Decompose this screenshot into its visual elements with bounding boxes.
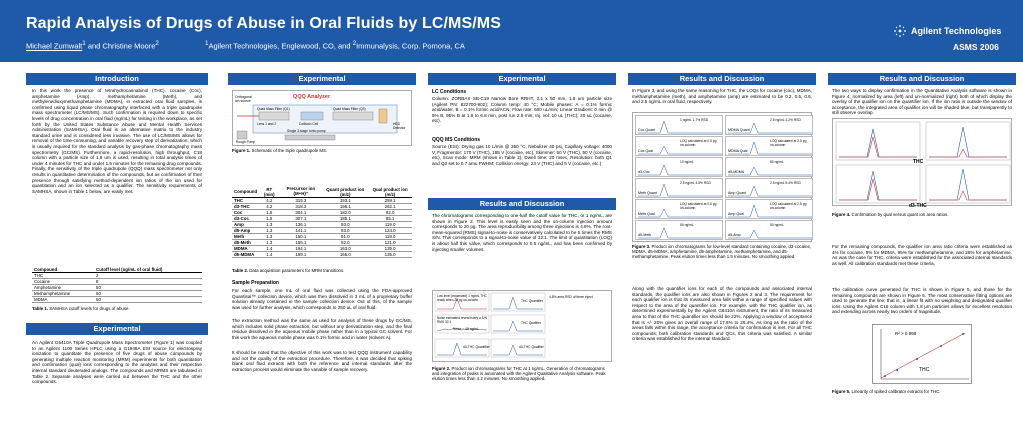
figure-4-caption: [832, 212, 1012, 217]
table-cell: 50: [94, 291, 202, 297]
fig3-chromatogram: [635, 136, 723, 156]
table-cell: 1.5: [259, 216, 279, 222]
table-cell: 193.1: [322, 198, 368, 204]
fig5-linearity-plot: [873, 325, 972, 384]
table-cell: 163.0: [322, 246, 368, 252]
section-results-2: Results and Discussion: [628, 73, 816, 85]
fig3-panel-note: 50 ng/mL: [770, 160, 784, 164]
fig1-quad1-label: Quad Mass Filter (Q1): [257, 107, 290, 111]
table-cell: 1.3: [259, 234, 279, 240]
table-1-caption: [32, 306, 202, 311]
table-cell: 185.1: [322, 216, 368, 222]
table-cell: 1.5: [259, 210, 279, 216]
figure-4: [832, 118, 1012, 209]
author-1: Michael Zumwalt: [26, 41, 83, 51]
figure-3-caption: [632, 244, 812, 260]
fig3-chromatogram: [635, 199, 723, 219]
affil-2: Immunalysis, Corp. Pomona, CA: [356, 41, 465, 51]
fig3-panel-name: MDMA Quant: [728, 128, 750, 132]
table-2-col: Precursor ion (M+H)⁺: [279, 186, 322, 198]
fig3-panel-name: Amp Qual: [728, 212, 744, 216]
section-results-3: Results and Discussion: [828, 73, 1016, 85]
caption-text: Linearity of spiked calibrator extracts for THC.: [850, 389, 941, 394]
table-cell: MDMA: [32, 297, 94, 303]
fig4-thc-label: THC: [913, 159, 924, 165]
fig2-label-g: 4.8% area RSD of three inject: [549, 295, 593, 299]
sample-prep-text-2: The extraction method was the same as used for analysis of these drugs by GC/MS, which includes solid phase extraction, but without any derivatization step, and the final residue dissolved in the aqueous mobile phase rather than in a typical GC solvent. For this work the aqueous mobile phase was 0.1% formic acid in water (solvent A).: [232, 318, 412, 340]
spark-icon: [893, 24, 907, 38]
table-cell: THC: [32, 273, 94, 279]
table-1-col: Compound: [32, 267, 94, 273]
caption-label: Table 1.: [32, 306, 49, 311]
table-2-col: Quant product ion (m/z): [322, 186, 368, 198]
table-cell: d3-Coc: [232, 216, 259, 222]
fig3-chromatogram: [635, 178, 723, 198]
table-2-col: RT (min): [259, 186, 279, 198]
results-criteria-text: For the remaining compounds, the qualifier ion area ratio criteria were established as 4% for cocaine, 9% for MDMA, 95% for methamphetamine, and 26% for amphetamine. As was the case for THC, criteria were established for the associated internal standards as well. All calibration standards met these criteria.: [832, 244, 1012, 266]
fig1-hed-label: HED Detector: [393, 122, 406, 130]
figure-5: [872, 324, 972, 384]
table-1: [32, 267, 202, 303]
results-calibration-text: The calibration curve generated for THC is shown in Figure 5, and those for the remaining compounds are shown in Figure 6. The most conservative fitting options are used to generate the line; that is, a linear fit with no weighting and designated qualifier ions. Using the Agilent C18 column with 1.8 µm particles allows for excellent resolution and extending across nearly two orders of magnitude.: [832, 287, 1012, 315]
table-cell: 318.3: [279, 204, 322, 210]
fig2-label-a: Low level (expanded) 1 ng/mL THC ready when 20 pg on-column: [437, 294, 487, 302]
fig4-d3thc-label: d3-THC: [909, 203, 927, 209]
table-cell: 91.0: [322, 234, 368, 240]
fig3-chromatogram: [725, 220, 813, 240]
sample-prep-text: For each sample, one mL of oral fluid was collected using the FDA-approved Quantisal™ collection device, which was then dissolved in 3 mL of a proprietary buffer solution already contained in the sample collection device. Out of this, of the sample was used for further analysis, which corresponds to 250 uL of oral fluid.: [232, 288, 412, 310]
table-cell: 2: [94, 273, 202, 279]
fig3-panel-note: LOQ calculated at 2.5 pg on-column: [770, 202, 807, 210]
figure-1-caption: [232, 148, 412, 153]
fig3-panel-name: d5-Amp: [728, 233, 741, 237]
table-cell: 50: [94, 285, 202, 291]
experimental-text: An Agilent G6410A Triple Quadrupole Mass Spectrometer (Figure 1) was coupled to an Agilent 1100 Series HPLC using a G1948A ESI source for electrospray ionization to quantitate the presence of five drugs of abuse compounds by generating multiple reaction monitoring (MRM) experiments for both quantitation and confirmation (qual) ions corresponding to the analytes and their respective internal standard deuterated analogs. The compounds and MRMS are tabulated in Table 2. Separate analyses were carried out between the THC and the other compounds.: [32, 340, 202, 385]
fig1-rough-label: Rough Pump: [236, 140, 256, 144]
fig3-panel-name: Amp Quant: [728, 191, 747, 195]
fig3-panel-note: LOQ calculated at 0.5 pg on-column: [680, 139, 717, 147]
table-cell: 182.0: [322, 210, 368, 216]
caption-label: Figure 4.: [832, 212, 851, 217]
table-row: [232, 252, 412, 258]
affil-sup-1: 1: [205, 40, 209, 47]
fig3-panel-note: LOQ calculated at 0.6 pg on-column: [680, 202, 717, 210]
fig3-panel-note: 1 ng/mL 1.7% RSD: [680, 118, 709, 122]
table-cell: Meth: [232, 234, 259, 240]
fig2-label-e: d3-THC Quantifier: [463, 345, 490, 349]
fig1-turbo-label: Single 3-stage turbo pump: [287, 129, 326, 133]
fig1-collision-label: Collision Cell: [299, 122, 319, 126]
caption-text: Product ion chromatograms for low-level standard containing cocaine, d3-cocaine, MDMA, d5-MDMA, amphetamine, d5-amphetamine, methamphetamine, and d5-methamphetamine. Peak elution times less than 1.5 minutes. No smoothing applied.: [632, 244, 812, 260]
fig3-chromatogram: [725, 115, 813, 135]
table-cell: 4.2: [259, 204, 279, 210]
table-cell: 135.0: [368, 252, 412, 258]
fig2-label-c: THC Quantifier: [521, 299, 543, 303]
table-2-body: [232, 198, 412, 258]
fig2-label-d: THC Qualifier: [521, 321, 541, 325]
results-qualifier-text: Along with the quantifier ions for each of the compounds and associated internal standards, the qualifier ions are also shown in Figures 2 and 3. The requirement for each qualifier ion is that its measured area falls within a range of specified values with respect to the area of the quantifier ion. For example, with the THC qualifier ion, as determined experimentally by the Agilent G6410A instrument, the ratio of its measured area to that of the THC quantifier ion should be 22%. Applying a window of acceptance that is +/- 20% gives an overall range of 17.6% to 26.4%. As long as the ratio of the areas falls within this range, the acceptance criteria for confirmation is met. For all THC compounds, both calibration standards and QCs, this criteria was satisfied. A similar criteria was established for the internal standard.: [632, 286, 812, 342]
table-cell: MDMA: [232, 246, 259, 252]
caption-text: Data acquisition parameters for MRM transitions.: [248, 268, 345, 273]
table-cell: 165.0: [322, 252, 368, 258]
author-and: and Christine Moore: [85, 41, 156, 51]
affil-sup-2: 2: [352, 40, 357, 47]
fig5-name: THC: [919, 367, 930, 373]
table-cell: 119.0: [368, 222, 412, 228]
table-cell: 307.1: [279, 216, 322, 222]
agilent-logo: [893, 24, 1001, 38]
section-introduction: Introduction: [26, 73, 208, 85]
fig5-r2: R² > 0.998: [895, 331, 917, 336]
logo-text: Agilent Technologies: [911, 26, 1002, 36]
author-1-sup: 1: [82, 40, 86, 47]
table-cell: 259.1: [368, 198, 412, 204]
fig3-chromatogram: [725, 136, 813, 156]
fig3-chromatogram: [725, 199, 813, 219]
figure-5-caption: [832, 389, 1012, 394]
caption-label: Figure 1.: [232, 148, 251, 153]
fig3-panel-name: Coc Qual: [638, 149, 653, 153]
table-cell: 1.4: [259, 246, 279, 252]
results-thc-text: The chromatograms corresponding to one-half the cutoff value for THC, or 1 ng/mL, are shown in Figure 2. This level is easily seen and the on-column injection amount corresponds to 20 pg. The area reproducibility among three injections is 4.8%. The root-mean-squared (RMS) signal-to-noise is conservatively calculated to be 5 times the RMS S/N. This corresponds to a signal-to-noise value of 32:1. The limit of quantitation (LOQ) is about half this value, which corresponds to 0.5 ng/mL, and has been confirmed by injecting smaller volumes.: [432, 213, 612, 252]
table-cell: 121.0: [368, 240, 412, 246]
table-cell: d5-MDMA: [232, 252, 259, 258]
table-cell: 4.2: [259, 198, 279, 204]
table-cell: THC: [232, 198, 259, 204]
table-cell: 304.1: [279, 210, 322, 216]
table-cell: 1.3: [259, 228, 279, 234]
caption-label: Figure 3.: [632, 244, 651, 249]
fig3-panel-name: d5-Meth: [638, 233, 652, 237]
table-cell: 194.1: [279, 246, 322, 252]
fig3-panel-note: 50 ng/mL: [770, 223, 784, 227]
fig1-ortho-label: Orthogonal ion source: [235, 95, 252, 103]
results-loq-text: In Figure 3, and using the same reasoning for THC, the LOQs for cocaine (coc), MDMA, methamphetamine (meth), and amphetamine (amp) are estimated to be 0.2, 0.5, 0.6, and 2.5 ng/mL in oral fluid, respectively.: [632, 88, 812, 105]
sample-prep-text-3: It should be noted that the objective of this work was to test QQQ instrument capability and not the quality of the extraction procedure. Therefore, it was decided that spiking blank oral fluid extracts with both the reference and internal standards after the extraction process would eliminate the variable of sample recovery.: [232, 350, 412, 372]
qqq-conditions-text: Source (ESI): Drying gas 10 L/min @ 350 °C, Nebulizer 40 psi, Capillary voltage: 4000 V, Fragmentor: 170 V (THC), 185 V (cocaine, etc), Skimmer: 50 V (THC), 50 V (cocaine, etc), Scan mode: MRM (shown in Table 2), Dwell time: 20 msec, Resolution: both Q1 and Q3 set to 0.7 amu FWHM; Collision energy: 23 V (THC) and 5 V (cocaine, etc.): [432, 144, 612, 166]
fig3-panel-name: MDMA Qual: [728, 149, 748, 153]
fig1-qqq-label: QQQ Analyzer: [293, 94, 331, 100]
table-cell: 50: [94, 297, 202, 303]
section-experimental-1: Experimental: [26, 323, 208, 335]
poster-header: [0, 0, 1023, 62]
results-confirmation-text: The two ways to display confirmation in the Quantitative Analysis software is shown in Figure 4, normalized by area (left) and un-normalized (right) both of which display the overlay of the qualifier ion on the quantifier ion. If the ion ratio is outside the window of acceptance, the integrated area of qualifier ion will be shaded blue, but transparently to still observe overlap.: [832, 88, 1012, 116]
table-cell: 141.1: [279, 228, 322, 234]
fig3-panel-note: LOQ calculated at 2.5 pg on-column: [770, 139, 807, 147]
figure-2-caption: [432, 366, 612, 382]
table-cell: d3-THC: [232, 204, 259, 210]
affil-1: Agilent Technologies, Englewood, CO, and: [208, 41, 353, 51]
author-2-sup: 2: [155, 40, 159, 47]
intro-text: In this work the presence of tetrahydrocannabinol (THC), cocaine (Coc), amphetamine (Amp), methamphetamine (Meth), and methylenedioxymethamphetamine (MDMA), in extracted oral fluid samples, is confirmed using liquid phase chromatography interfaced with a triple quadrupole mass spectrometer (LC/MS/MS). Such confirmation is required down to specific levels of drug concentration in oral fluid (ng/mL) for testing in the workplace, as set forth by the United States Substance Abuse and Mental Health Services Administration (SAMHSA). Oral fluid is an alternative matrix to the industry standard urine and is considered less invasive. The use of LC/MS/MS allows for removal of the time-consuming, and variable recovery step of derivatization, which is usually required for the standard analysis by gas-phase chromatography mass spectrometry (GC/MS). Furthermore, a rapid-resolution, high throughput, C18 column with a particle size of 1.8 um is used, resulting in total analysis times of under 4 minutes for THC and under 1.5 minutes for the remaining drug compounds. Finally, the sensitivity of the triple quadrupole (QQQ) mass spectrometer not only results in quantitative determination of the compounds, but as confirmation of their presence through satisfying method-dependent ion ratios of the ion used for quantitation and an ion selected as a qualifier. The sensitivity requirements of SAMHSA, shown in Table 1 below, are easily met.: [32, 88, 202, 194]
fig1-lens-label: Lens 1 and 2: [257, 122, 277, 126]
table-cell: 150.1: [279, 234, 322, 240]
fig2-label-b: Noise estimated reveal every a S/N RMS 32:1: [437, 316, 487, 324]
table-cell: Cocaine: [32, 279, 94, 285]
table-cell: Methamphetamine: [32, 291, 94, 297]
caption-text: SAMHSA cutoff levels for drugs of abuse.: [48, 306, 130, 311]
table-cell: 196.1: [322, 204, 368, 210]
table-cell: 1.3: [259, 222, 279, 228]
caption-label: Table 2.: [232, 268, 249, 273]
table-cell: 1.4: [259, 252, 279, 258]
table-cell: 92.0: [322, 240, 368, 246]
table-2-col: Qual product ion (m/z): [368, 186, 412, 198]
table-cell: 135.0: [368, 246, 412, 252]
table-2-caption: [232, 268, 412, 273]
fig3-panel-name: Coc Quant: [638, 128, 656, 132]
poster-title: Rapid Analysis of Drugs of Abuse in Oral Fluids by LC/MS/MS: [26, 15, 501, 32]
table-cell: Amphetamine: [32, 285, 94, 291]
fig3-panel-note: 10 ng/mL: [680, 160, 694, 164]
fig3-panel-name: d5-MDMA: [728, 170, 745, 174]
fig3-chromatogram: [725, 157, 813, 177]
table-cell: 199.1: [279, 252, 322, 258]
qqq-conditions-title: QQQ MS Conditions: [432, 137, 481, 143]
figure-2: [432, 290, 612, 362]
figure-1-schematic: [232, 90, 412, 146]
fig3-panel-note: 2.5 ng/mL 5.4% RSD: [770, 181, 801, 185]
fig3-panel-name: Meth Qual: [638, 212, 655, 216]
section-experimental-3: Experimental: [428, 73, 616, 85]
fig3-panel-name: Meth Quant: [638, 191, 657, 195]
table-cell: 1.3: [259, 240, 279, 246]
conference-label: ASMS 2006: [953, 42, 999, 52]
table-cell: Coc: [232, 210, 259, 216]
caption-text: Product ion chromatograms for THC at 1 ng/mL. Generation of chromatograms and integration of peaks is automated with the Agilent Qualitative Analysis software. Peak elution times less than 4.2 minutes. No smoothing applied.: [432, 366, 606, 382]
caption-text: Confirmation by qual versus quant ion area ratios.: [850, 212, 949, 217]
table-cell: d5-Meth: [232, 240, 259, 246]
table-cell: 155.1: [279, 240, 322, 246]
fig3-chromatogram: [635, 220, 723, 240]
caption-label: Figure 2.: [432, 366, 451, 371]
table-cell: Amp: [232, 222, 259, 228]
fig3-chromatogram: [635, 115, 723, 135]
fig1-quad3-label: Quad Mass Filter (Q3): [333, 107, 366, 111]
table-cell: 136.1: [279, 222, 322, 228]
authors: [26, 40, 159, 51]
table-cell: 85.1: [368, 216, 412, 222]
affiliations: [205, 40, 465, 51]
table-cell: 124.0: [368, 228, 412, 234]
table-cell: d5-Amp: [232, 228, 259, 234]
fig3-panel-note: 2.5 ng/mL 2.2% RSD: [770, 118, 801, 122]
table-1-col: Cutoff level (ng/mL of oral fluid): [94, 267, 202, 273]
table-cell: 82.0: [368, 210, 412, 216]
caption-text: Schematic of the triple quadrupole MS.: [250, 148, 328, 153]
fig3-chromatogram: [725, 178, 813, 198]
table-cell: 93.0: [322, 222, 368, 228]
fig2-label-f: d3-THC Qualifier: [519, 345, 544, 349]
fig3-panel-name: d3-Coc: [638, 170, 650, 174]
lc-conditions-title: LC Conditions: [432, 89, 467, 95]
table-cell: 262.1: [368, 204, 412, 210]
fig3-panel-note: 2.5 ng/mL 4.5% RSD: [680, 181, 711, 185]
table-2-header: [232, 186, 412, 198]
table-row: [32, 297, 202, 303]
caption-label: Figure 5.: [832, 389, 851, 394]
table-cell: 315.3: [279, 198, 322, 204]
fig2-label-h: Noise ~ 48 ng/mL: [453, 327, 479, 331]
table-2: [232, 186, 412, 258]
table-2-col: Compound: [232, 186, 259, 198]
section-results-1: Results and Discussion: [428, 198, 616, 210]
table-cell: 8: [94, 279, 202, 285]
section-experimental-2: Experimental: [228, 73, 416, 85]
sample-prep-title: Sample Preparation: [232, 280, 279, 286]
lc-conditions-text: Column: ZORBAX SB-C18 Narrow Bore RRHT, 2.1 x 50 mm, 1.8 um particle size (Agilent PN: 822700-902); Column temp: 40 °C; Mobile phases: A = 0.1% formic acid/water, B = 0.1% formic acid/ACN; Flow rate: 500 uL/min; Linear Gradient: 0 min @ 5% B, 95% B at 1.8 to 6.8 min, post run 2.5 min; Inj. vol: 10 uL (THC); 20 uL (cocaine, etc).: [432, 96, 612, 124]
fig3-chromatogram: [635, 157, 723, 177]
fig3-panel-note: 50 ng/mL: [680, 223, 694, 227]
figure-3: [632, 112, 812, 242]
table-cell: 119.0: [368, 234, 412, 240]
table-cell: 93.0: [322, 228, 368, 234]
